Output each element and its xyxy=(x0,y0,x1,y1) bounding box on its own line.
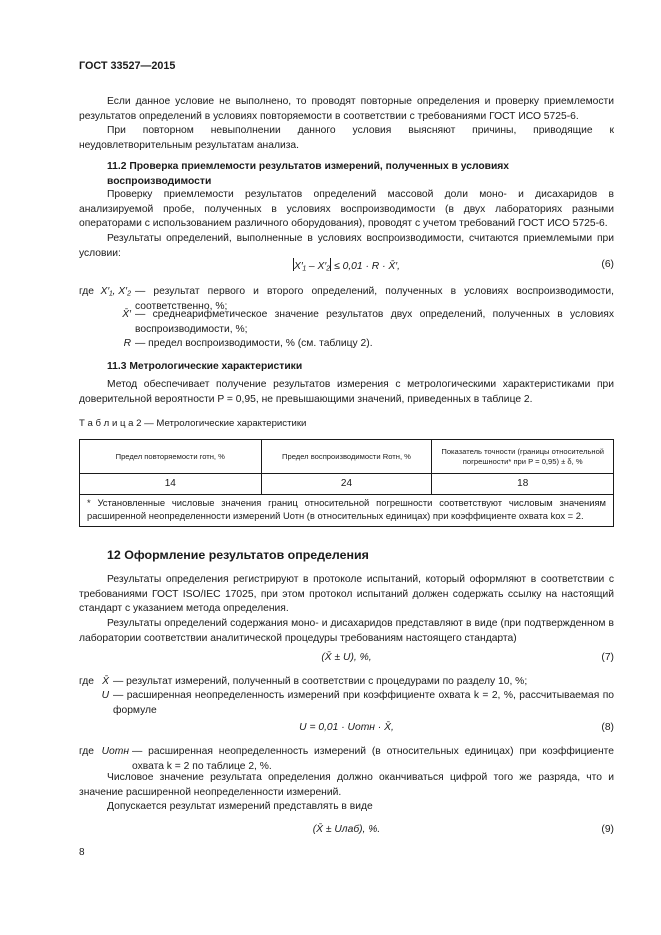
formula-expr: (X̄ ± U), %, xyxy=(321,652,372,663)
table-caption-text: 2 — Метрологические характеристики xyxy=(136,418,307,429)
paragraph: Проверку приемлемости результатов определений массовой доли моно- и дисахаридов в анализируемой пробе, полученных в условиях воспроизводимости (в двух лабораториях разными операторами с использованием различного оборудования), проводят с учетом требований ГОСТ ИСО 5725-6. xyxy=(79,189,614,230)
where-label: где xyxy=(79,286,95,297)
table-header: Предел повторяемости rотн, % xyxy=(80,440,262,474)
where-term: X̄ xyxy=(102,676,109,687)
table-caption xyxy=(79,417,306,432)
metrological-table xyxy=(79,439,614,527)
where-term: X̄′ xyxy=(122,309,131,320)
table-cell: 14 xyxy=(80,474,262,495)
where-desc: — расширенная неопределенность измерений при коэффициенте охвата k = 2, %, рассчитываемая по формуле xyxy=(113,690,614,716)
where-desc: — результат измерений, полученный в соответствии с процедурами по разделу 10, %; xyxy=(113,676,528,687)
formula-rhs: ≤ 0,01 · R · X̄′, xyxy=(334,261,401,272)
where-desc: — среднеарифметическое значение результатов двух определений, полученных в условиях воспроизводимости, %; xyxy=(135,309,614,335)
where-desc: — предел воспроизводимости, % (см. таблицу 2). xyxy=(135,338,373,349)
paragraph: При повторном невыполнении данного условия выясняют причины, приводящие к неудовлетворительным результатам анализа. xyxy=(79,125,614,151)
section-heading-11-2: 11.2 Проверка приемлемости результатов измерений, полученных в условиях воспроизводимости xyxy=(107,161,510,187)
formula-9 xyxy=(79,823,614,839)
where-label: где xyxy=(79,676,95,687)
abs-bar-right xyxy=(330,258,331,271)
paragraph: Числовое значение результата определения должно оканчиваться цифрой того же разряда, что и значение расширенной неопределенности измерений. xyxy=(79,772,614,798)
where-label: где xyxy=(79,746,95,757)
section-heading-12: 12 Оформление результатов определения xyxy=(107,548,369,562)
formula-7 xyxy=(79,651,614,667)
where-term: X′₁, X′₂ xyxy=(100,286,131,297)
table-header: Показатель точности (границы относительной погрешности* при P = 0,95) ± δ, % xyxy=(432,440,614,474)
formula-lhs: X′₁ – X′₂ xyxy=(293,261,331,272)
where-block-7 xyxy=(79,675,614,716)
where-term: U xyxy=(101,690,109,701)
paragraph: Результаты определений содержания моно- и дисахаридов представляют в виде (при подтвержденном в лаборатории соответствии аналитической процедуры требованиям настоящего стандарта) xyxy=(79,618,614,644)
formula-number: (6) xyxy=(601,259,614,270)
where-term: R xyxy=(123,338,131,349)
paragraph: Допускается результат измерений представлять в виде xyxy=(107,801,373,812)
formula-number: (7) xyxy=(601,652,614,663)
where-term: Uотн xyxy=(101,746,129,757)
where-desc: — результат первого и второго определений, полученных в условиях воспроизводимости, соответственно, %; xyxy=(135,286,614,312)
table-cell: 18 xyxy=(432,474,614,495)
formula-8 xyxy=(79,721,614,737)
section-heading-11-3: 11.3 Метрологические характеристики xyxy=(107,361,303,372)
where-desc: — расширенная неопределенность измерений (в относительных единицах) при коэффициенте охвата k = 2 по таблице 2, %. xyxy=(132,746,614,772)
table-cell: 24 xyxy=(261,474,432,495)
document-header: ГОСТ 33527—2015 xyxy=(79,60,176,72)
formula-6 xyxy=(79,258,614,274)
table-header: Предел воспроизводимости Rотн, % xyxy=(261,440,432,474)
formula-expr: U = 0,01 · Uотн · X̄, xyxy=(299,722,394,733)
where-block-6 xyxy=(79,285,614,351)
paragraph: Если данное условие не выполнено, то проводят повторные определения и проверку приемлемости результатов определений в условиях повторяемости в соответствии с требованиями ГОСТ ИСО 5725-6. xyxy=(79,96,614,122)
formula-number: (8) xyxy=(601,722,614,733)
page-number: 8 xyxy=(79,847,85,858)
table-footnote: * Установленные числовые значения границ относительной погрешности соответствуют числовым значениям расширенной неопределенности измерений Uотн (в относительных единицах) при коэффициенте охвата kох = 2. xyxy=(80,495,614,527)
paragraph: Результаты определения регистрируют в протоколе испытаний, который оформляют в соответствии с требованиями ГОСТ ISO/IEC 17025, при этом протокол испытаний должен содержать ссылку на настоящий стандарт с указанием метода определения. xyxy=(79,574,614,615)
paragraph: Метод обеспечивает получение результатов измерения с метрологическими характеристиками при доверительной вероятности P = 0,95, не превышающими значений, приведенных в таблице 2. xyxy=(79,379,614,405)
table-caption-prefix: Т а б л и ц а xyxy=(79,418,134,429)
formula-number: (9) xyxy=(601,824,614,835)
formula-expr: (X̄ ± Uлаб), %. xyxy=(312,824,381,835)
paragraph: Результаты определений, выполненные в условиях воспроизводимости, считаются приемлемыми при условии: xyxy=(79,233,614,259)
